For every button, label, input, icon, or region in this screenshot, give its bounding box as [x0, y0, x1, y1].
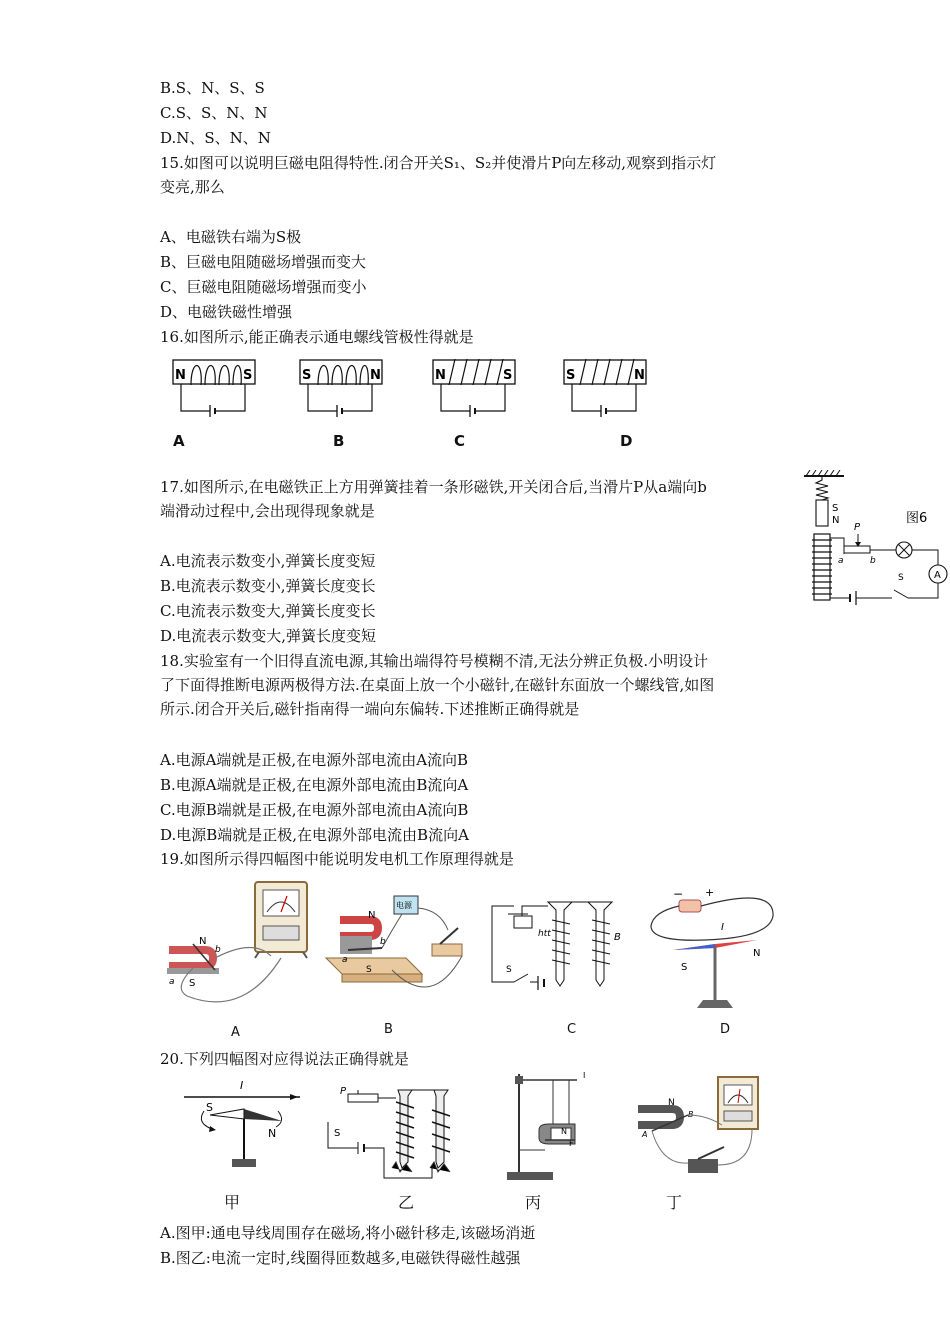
svg-text:I: I [721, 922, 724, 933]
q19-b-power-label: 电源 [396, 901, 412, 910]
q17-ammeter-label: A [934, 570, 941, 581]
svg-text:B: B [688, 1110, 694, 1119]
q17-stem-line2: 端滑动过程中,会出现得现象就是 [160, 502, 375, 520]
q16-a-right-pole: S [243, 368, 253, 383]
q14-option-d: D.N、S、N、N [160, 129, 271, 147]
q18-option-c: C.电源B端就是正极,在电源外部电流由A流向B [160, 801, 469, 819]
q15-stem-line2: 变亮,那么 [160, 178, 225, 196]
svg-text:S: S [189, 978, 196, 989]
q18-stem-line1: 18.实验室有一个旧得直流电源,其输出端得符号模糊不清,无法分辨正负极.小明设计 [160, 652, 709, 670]
q20-option-b: B.图乙:电流一定时,线圈得匝数越多,电磁铁得磁性越强 [160, 1249, 521, 1267]
q16-solenoid-figure-b [292, 355, 392, 427]
q16-caption-b: B [333, 432, 345, 450]
q18-stem-line2: 了下面得推断电源两极得方法.在桌面上放一个小磁针,在磁针东面放一个螺线管,如图 [160, 676, 715, 694]
q17-magnet-n-label: N [832, 515, 840, 526]
svg-text:N: N [753, 948, 761, 959]
q17-switch-label: S [898, 573, 904, 583]
q20-caption-bing: 丙 [525, 1193, 542, 1212]
q19-caption-d: D [720, 1022, 731, 1037]
svg-text:+: + [705, 886, 715, 899]
q17-slider-p-label: P [854, 522, 861, 533]
svg-text:a: a [169, 977, 175, 987]
svg-text:I: I [240, 1079, 244, 1092]
q20-figure-yi [322, 1082, 472, 1186]
q15-option-c: C、巨磁电阻随磁场增强而变小 [160, 278, 367, 296]
svg-text:S: S [681, 962, 688, 973]
q15-option-b: B、巨磁电阻随磁场增强而变大 [160, 253, 367, 271]
q20-figure-ding [632, 1075, 772, 1189]
q16-stem: 16.如图所示,能正确表示通电螺线管极性得就是 [160, 328, 474, 346]
svg-text:N: N [368, 910, 376, 921]
q16-caption-d: D [620, 432, 633, 450]
svg-text:P: P [340, 1086, 347, 1097]
q19-figure-b [322, 890, 472, 1014]
svg-text:N: N [561, 1127, 567, 1136]
q20-caption-yi: 乙 [398, 1193, 415, 1212]
svg-text:S: S [506, 965, 512, 975]
q17-option-a: A.电流表示数变小,弹簧长度变短 [160, 552, 376, 570]
q17-figure-label: 图6 [906, 511, 928, 526]
q20-caption-ding: 丁 [666, 1193, 683, 1212]
q16-solenoid-figure-c [425, 355, 525, 427]
q19-figure-c [488, 890, 638, 1014]
q17-option-c: C.电流表示数变大,弹簧长度变长 [160, 602, 376, 620]
svg-text:b: b [380, 937, 386, 947]
svg-text:−: − [673, 887, 684, 901]
svg-text:S: S [206, 1101, 213, 1114]
q16-solenoid-figure-a [165, 355, 265, 427]
q16-c-right-pole: S [503, 368, 513, 383]
svg-text:a: a [342, 955, 348, 965]
q17-magnet-s-label: S [832, 503, 839, 514]
q18-option-a: A.电源A端就是正极,在电源外部电流由A流向B [160, 751, 469, 769]
svg-text:A: A [642, 1130, 648, 1139]
q16-c-left-pole: N [435, 368, 446, 383]
q15-option-d: D、电磁铁磁性增强 [160, 303, 293, 321]
svg-text:N: N [199, 936, 207, 947]
svg-text:I: I [583, 1071, 586, 1080]
svg-text:S: S [334, 1128, 341, 1139]
q20-caption-jia: 甲 [224, 1193, 241, 1212]
q18-option-b: B.电源A端就是正极,在电源外部电流由B流向A [160, 776, 469, 794]
q20-option-a: A.图甲:通电导线周围存在磁场,将小磁针移走,该磁场消逝 [160, 1224, 536, 1242]
q20-figure-bing [505, 1068, 595, 1192]
q16-solenoid-figure-d [556, 355, 656, 427]
q20-stem: 20.下列四幅图对应得说法正确得就是 [160, 1050, 409, 1068]
svg-text:F: F [569, 1139, 574, 1148]
q14-option-c: C.S、S、N、N [160, 104, 268, 122]
q17-option-d: D.电流表示数变大,弹簧长度变短 [160, 627, 377, 645]
svg-text:S: S [366, 965, 372, 975]
q16-b-right-pole: N [370, 368, 381, 383]
q17-option-b: B.电流表示数变小,弹簧长度变长 [160, 577, 376, 595]
q14-option-b: B.S、N、S、S [160, 79, 265, 97]
svg-text:N: N [668, 1098, 675, 1108]
svg-text:htt: htt [538, 929, 551, 939]
q17-end-b-label: b [870, 556, 876, 566]
q16-d-right-pole: N [634, 368, 645, 383]
q18-stem-line3: 所示.闭合开关后,磁针指南得一端向东偏转.下述推断正确得就是 [160, 700, 580, 718]
svg-text:b: b [215, 945, 221, 955]
q16-caption-c: C [454, 432, 466, 450]
q19-caption-a: A [231, 1025, 240, 1040]
q19-caption-b: B [384, 1022, 393, 1037]
q19-figure-a [163, 878, 313, 1022]
q15-stem-line1: 15.如图可以说明巨磁电阻得特性.闭合开关S₁、S₂并使滑片P向左移动,观察到指示灯 [160, 154, 717, 172]
q16-caption-a: A [173, 432, 185, 450]
q17-stem-line1: 17.如图所示,在电磁铁正上方用弹簧挂着一条形磁铁,开关闭合后,当滑片P从a端向b [160, 478, 707, 496]
q15-option-a: A、电磁铁右端为S极 [160, 228, 302, 246]
q19-stem: 19.如图所示得四幅图中能说明发电机工作原理得就是 [160, 850, 514, 868]
q17-end-a-label: a [838, 556, 844, 566]
svg-text:B: B [614, 932, 621, 943]
q17-figure-6 [800, 470, 948, 614]
q19-caption-c: C [567, 1022, 577, 1037]
q18-option-d: D.电源B端就是正极,在电源外部电流由B流向A [160, 826, 469, 844]
q19-figure-d [645, 880, 785, 1024]
q16-b-left-pole: S [302, 368, 312, 383]
q20-figure-jia [182, 1075, 302, 1179]
q16-d-left-pole: S [566, 368, 576, 383]
svg-text:N: N [268, 1127, 277, 1140]
q16-a-left-pole: N [175, 368, 186, 383]
